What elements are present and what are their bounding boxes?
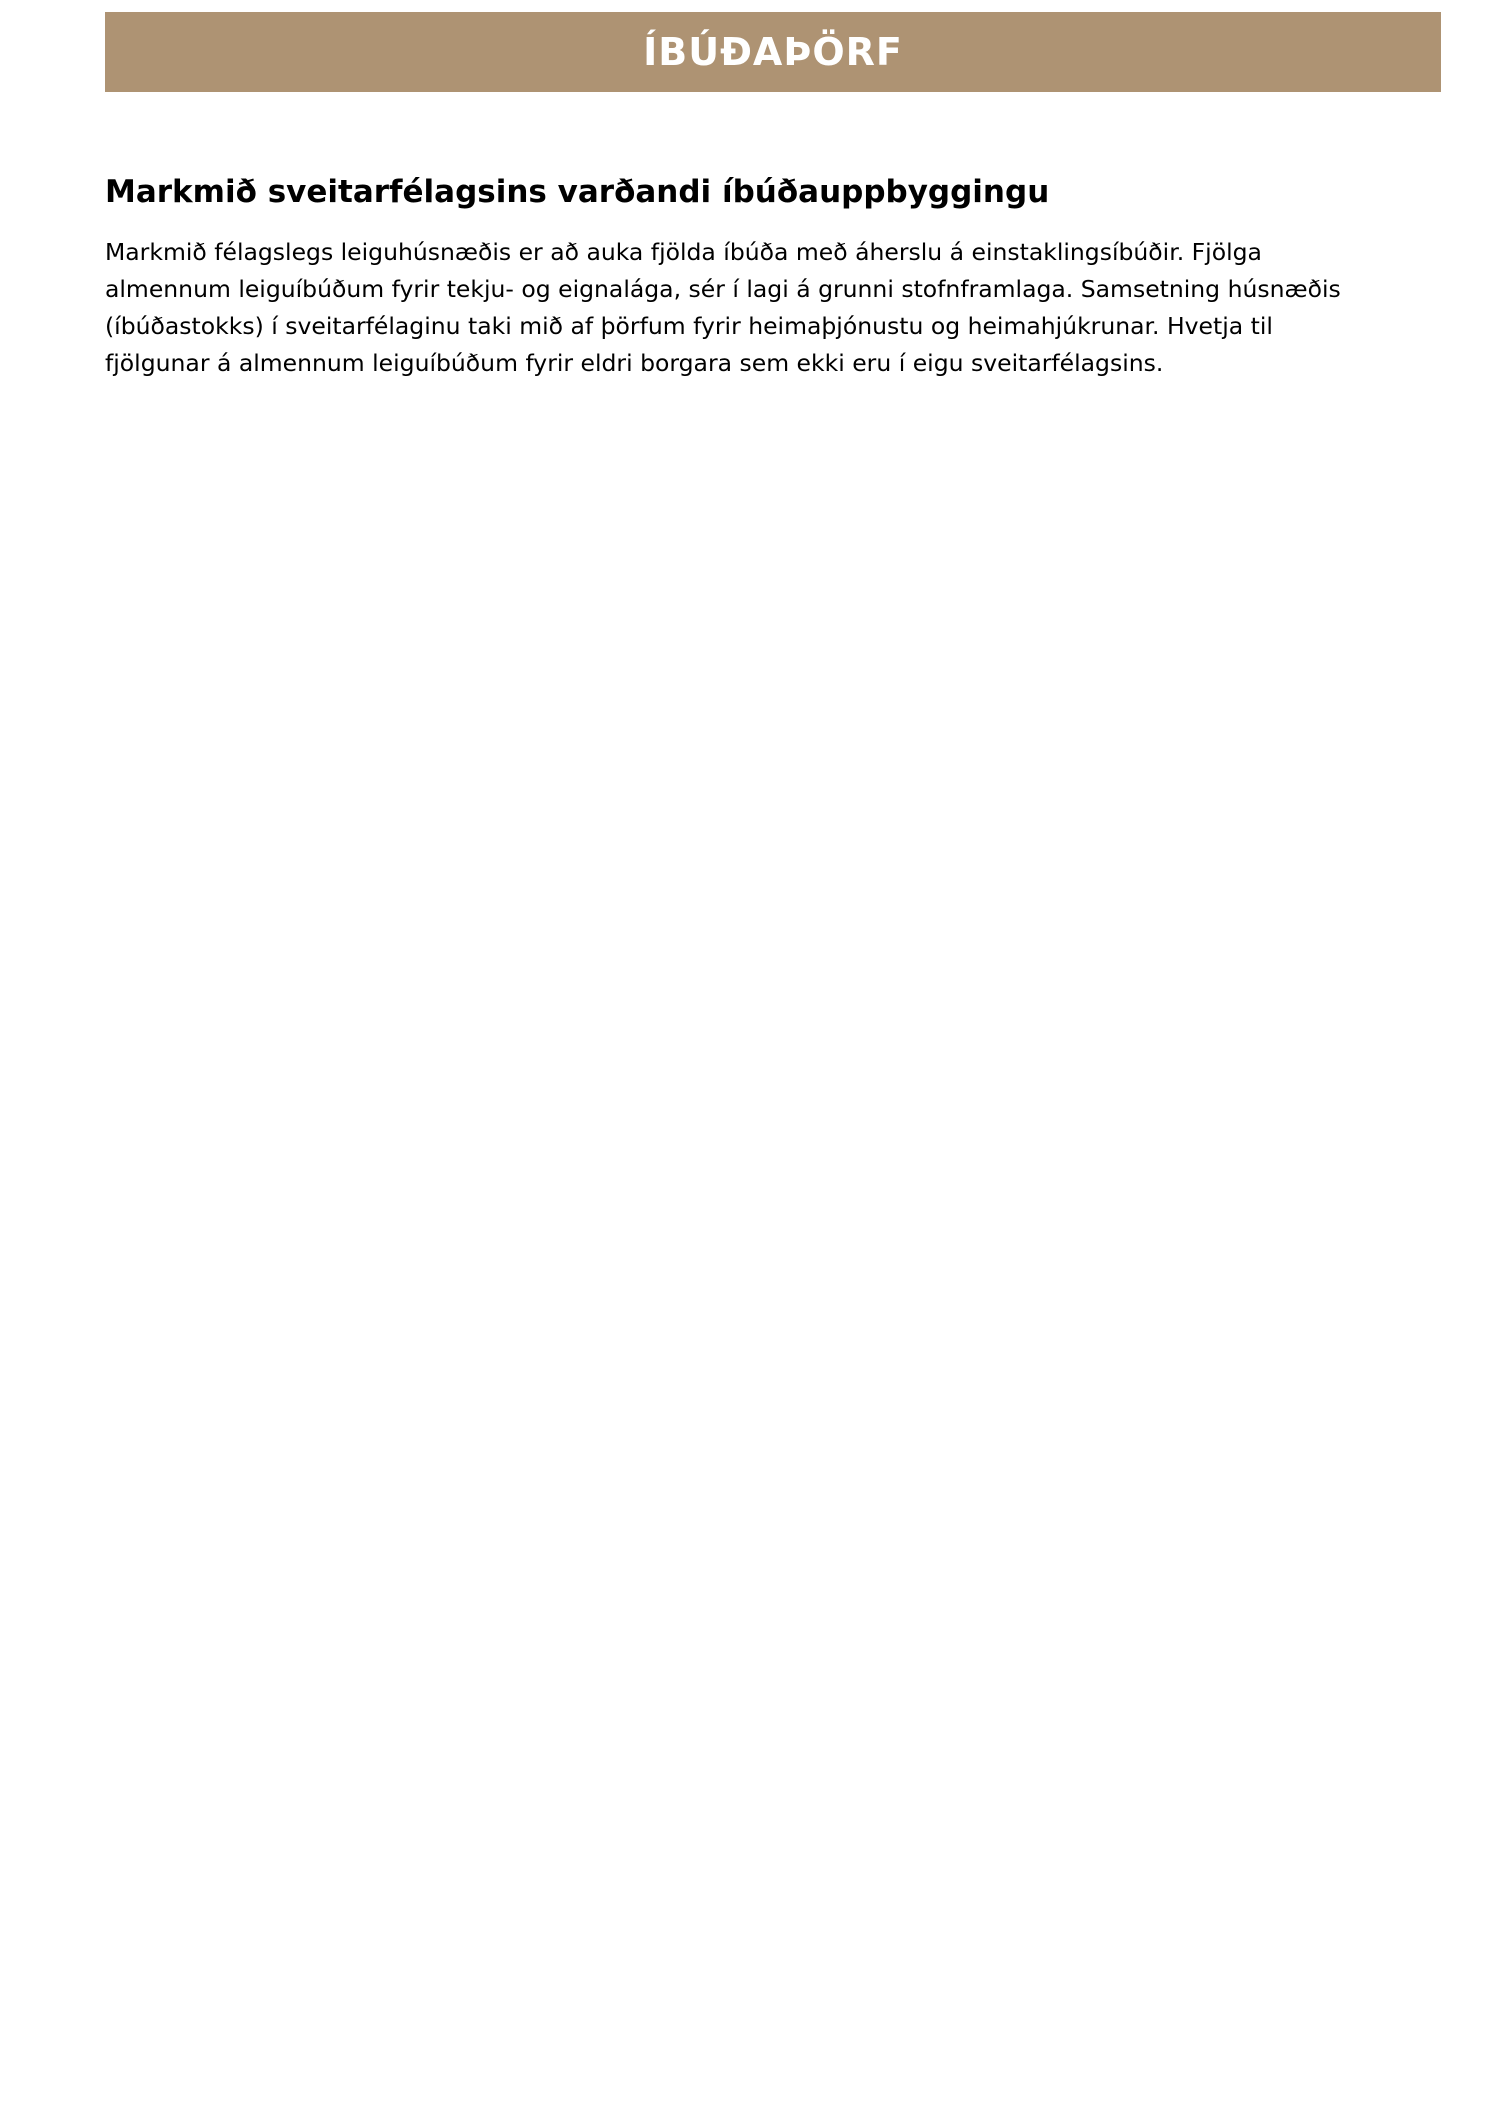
section-heading: Markmið sveitarfélagsins varðandi íbúðauppbyggingu [105,174,1050,210]
paragraph-line: (íbúðastokks) í sveitarfélaginu taki mið af þörfum fyrir heimaþjónustu og heimahjúkrunar. Hvetja til [105,312,1273,340]
paragraph-line: Markmið félagslegs leiguhúsnæðis er að auka fjölda íbúða með áherslu á einstaklingsíbúðir. Fjölga [105,238,1262,266]
section-paragraph [105,234,1450,382]
banner-title: ÍBÚÐAÞÖRF [643,30,903,74]
paragraph-line: almennum leiguíbúðum fyrir tekju- og eignalága, sér í lagi á grunni stofnframlaga. Samsetning húsnæðis [105,275,1341,303]
section-banner [105,12,1441,92]
paragraph-line: fjölgunar á almennum leiguíbúðum fyrir eldri borgara sem ekki eru í eigu sveitarfélagsins. [105,349,1164,377]
